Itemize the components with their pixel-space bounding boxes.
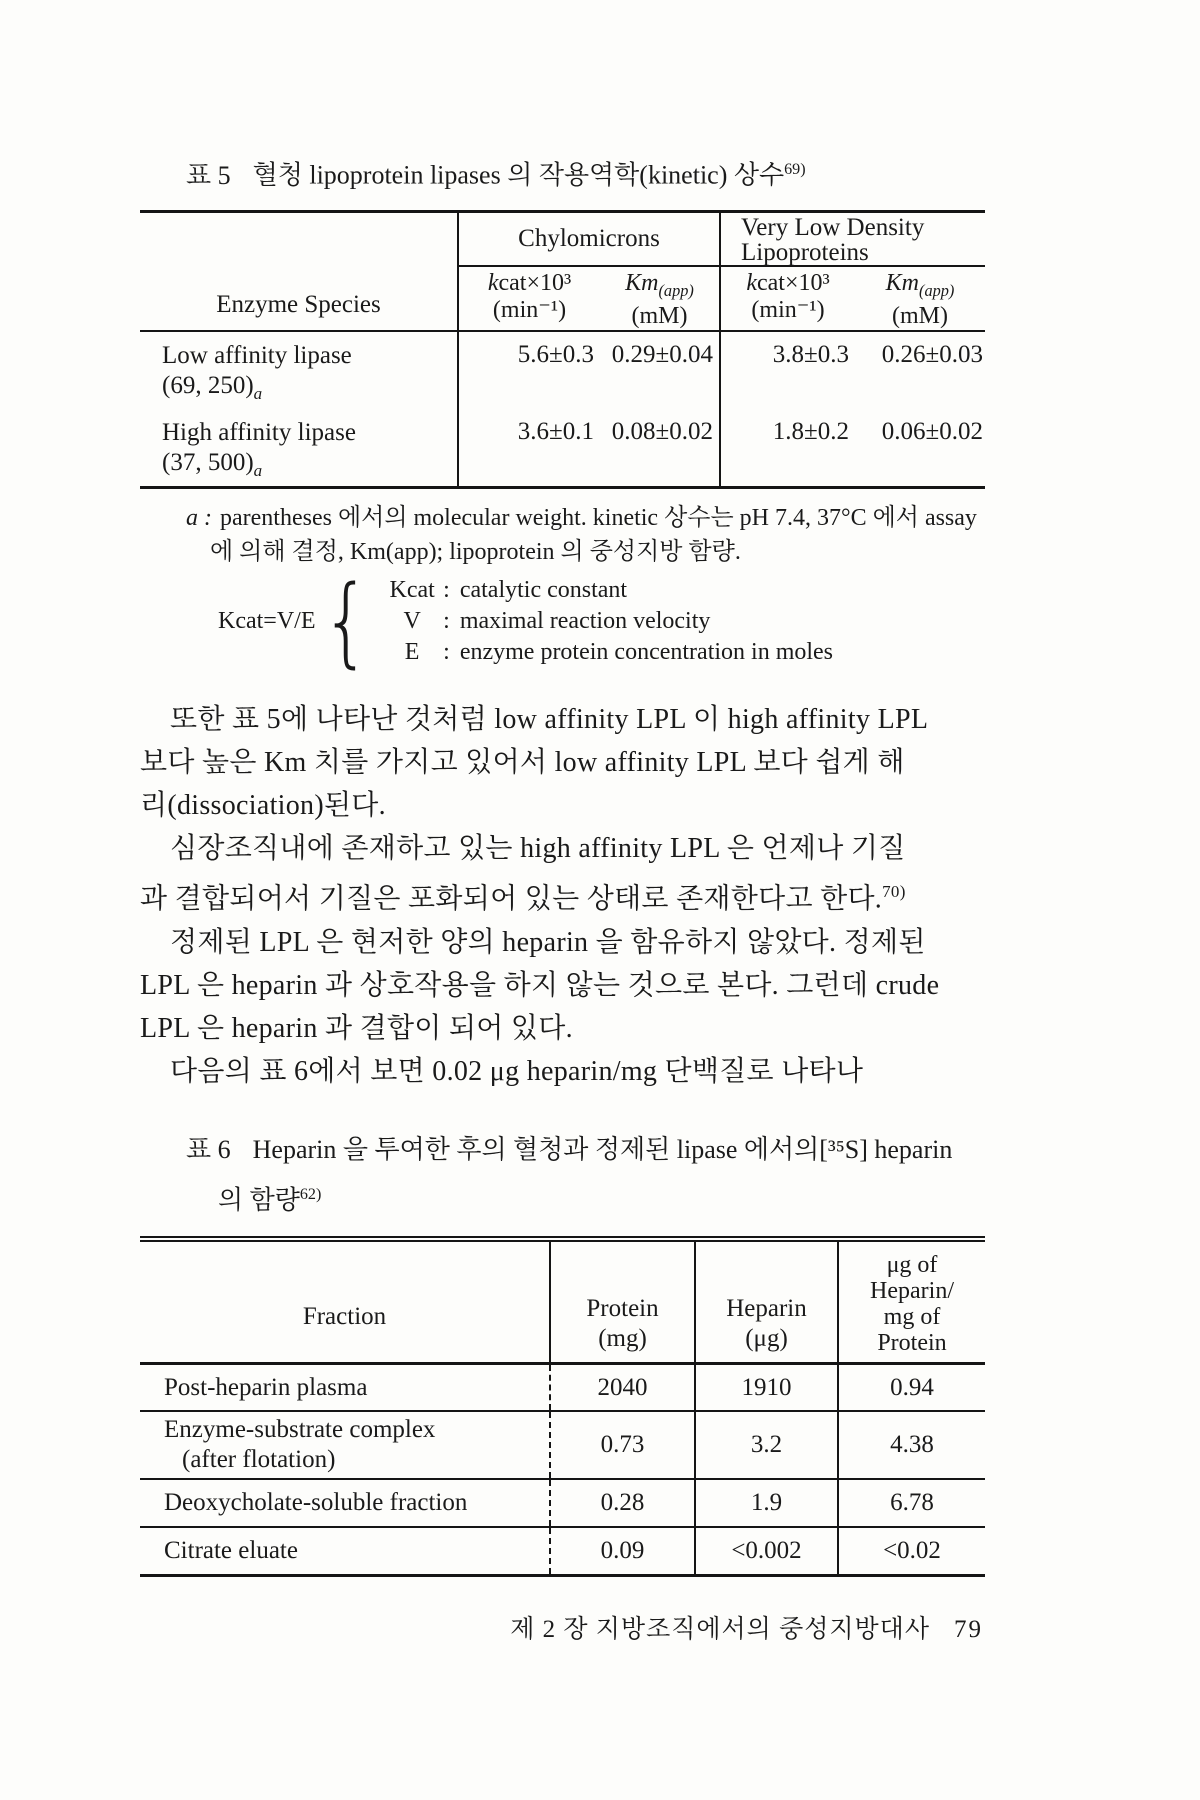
equation-colon: : <box>443 577 450 604</box>
body-text <box>140 698 985 1092</box>
footnote-line <box>186 501 985 535</box>
table5-header-enzyme-species: Enzyme Species <box>140 266 458 332</box>
footnote-text: parentheses 에서의 molecular weight. kinetic 상수는 pH 7.4, 37°C 에서 assay <box>220 505 977 532</box>
km-unit: (mM) <box>892 303 949 330</box>
enzyme-name: Low affinity lipase <box>162 342 352 370</box>
body-paragraph-line: LPL 은 heparin 과 상호작용을 하지 않는 것으로 본다. 그런데 crude <box>140 969 940 1001</box>
table5-caption <box>140 152 985 194</box>
cell-ratio: 6.78 <box>838 1479 985 1527</box>
equation-definition: enzyme protein concentration in moles <box>459 639 834 666</box>
body-paragraph-line: 리(dissociation)된다. <box>140 790 386 822</box>
equation-def-line <box>383 606 833 637</box>
cell-chylo-kcat: 3.6±0.1 <box>458 409 600 488</box>
cell-enzyme-name <box>140 409 458 488</box>
kcat-unit: (min⁻¹) <box>492 296 567 323</box>
table6-header-fraction: Fraction <box>140 1239 550 1363</box>
cell-ratio: <0.02 <box>838 1527 985 1575</box>
cell-ratio: 0.94 <box>838 1363 985 1411</box>
reference-number: 70) <box>882 882 906 902</box>
equation-def-line <box>383 637 833 668</box>
table5-caption-label: 표 5 <box>186 160 231 190</box>
table5-kinetic-constants <box>140 210 985 490</box>
table6-row-enzyme-substrate-complex <box>140 1411 985 1479</box>
page-footer <box>140 1609 985 1645</box>
cell-fraction: Post-heparin plasma <box>140 1363 550 1411</box>
cell-enzyme-name <box>140 331 458 409</box>
page-content <box>140 0 985 1645</box>
table6-caption <box>140 1127 985 1223</box>
cell-protein: 2040 <box>550 1363 695 1411</box>
equation-def-line <box>383 575 833 606</box>
cell-chylo-kcat: 5.6±0.3 <box>458 331 600 409</box>
equation-definitions <box>383 575 833 668</box>
equation-term: Kcat <box>389 577 435 604</box>
kcat-label: kcat×10³ <box>746 269 830 296</box>
cell-vldl-km: 0.26±0.03 <box>881 341 984 369</box>
km-unit: (mM) <box>631 303 688 330</box>
cell-fraction: Deoxycholate-soluble fraction <box>140 1479 550 1527</box>
table5-empty-corner <box>140 211 458 266</box>
footnote-line: 에 의해 결정, Km(app); lipoprotein 의 중성지방 함량. <box>210 539 741 566</box>
table5-subheader-row <box>140 266 985 332</box>
km-label: $Km_{(app)}$ <box>625 269 694 300</box>
table5-caption-text: 혈청 lipoprotein lipases 의 작용역학(kinetic) 상수 <box>252 160 785 190</box>
cell-heparin: 1910 <box>695 1363 838 1411</box>
table5-subheader-kcat-chylo <box>458 266 600 332</box>
table6-caption-line1 <box>186 1127 985 1172</box>
body-paragraph-line: 보다 높은 Km 치를 가지고 있어서 low affinity LPL 보다 쉽게 해 <box>140 747 905 779</box>
body-paragraph-line: 정제된 LPL 은 현저한 양의 heparin 을 함유하지 않았다. 정제된 <box>170 926 926 958</box>
page-number: 79 <box>954 1615 983 1643</box>
kcat-label: kcat×10³ <box>487 269 572 296</box>
table5-group-vldl-line1: Very Low Density <box>741 213 925 241</box>
cell-chylo-km: 0.29±0.04 <box>611 341 714 369</box>
table5-caption-ref: 69) <box>784 161 806 178</box>
table5-footnote <box>140 501 985 569</box>
cell-chylo-km: 0.08±0.02 <box>611 418 714 446</box>
kcat-equation <box>140 565 985 679</box>
equation-definition: catalytic constant <box>459 577 628 604</box>
cell-heparin: 1.9 <box>695 1479 838 1527</box>
body-paragraph-line: LPL 은 heparin 과 결합이 되어 있다. <box>140 1012 573 1044</box>
cell-ratio: 4.38 <box>838 1411 985 1479</box>
body-paragraph-line: 다음의 표 6에서 보면 0.02 μg heparin/mg 단백질로 나타나 <box>170 1055 864 1087</box>
cell-protein: 0.73 <box>550 1411 695 1479</box>
cell-protein: 0.28 <box>550 1479 695 1527</box>
table6-caption-line2 <box>186 1172 985 1223</box>
cell-vldl-kcat: 1.8±0.2 <box>720 409 855 488</box>
table5-subheader-kcat-vldl <box>720 266 855 332</box>
table6-header-heparin: Heparin (μg) <box>695 1239 838 1363</box>
chapter-title: 제 2 장 지방조직에서의 중성지방대사 <box>510 1615 930 1643</box>
cell-vldl-km: 0.06±0.02 <box>881 418 984 446</box>
table5-group-vldl <box>720 211 985 266</box>
table5-row-high-affinity <box>140 409 985 488</box>
table5-group-vldl-line2: Lipoproteins <box>741 238 869 266</box>
table5-subheader-km-chylo <box>600 266 720 332</box>
equation-term: V <box>403 608 421 635</box>
table5-row-low-affinity <box>140 331 985 409</box>
equation-term: E <box>404 639 420 666</box>
footnote-marker: a : <box>186 505 212 532</box>
cell-vldl-kcat: 3.8±0.3 <box>720 331 855 409</box>
enzyme-mw: (37, $500)_a$ <box>162 449 263 481</box>
table6-caption-text: 의 함량 <box>218 1185 300 1215</box>
body-paragraph-line: 심장조직내에 존재하고 있는 high affinity LPL 은 언제나 기질 <box>170 833 906 865</box>
cell-heparin: 3.2 <box>695 1411 838 1479</box>
equation-lhs: Kcat=V/E <box>218 608 316 635</box>
cell-fraction: Enzyme-substrate complex (after flotation) <box>140 1411 550 1479</box>
table5-subheader-km-vldl <box>855 266 985 332</box>
kcat-unit: (min⁻¹) <box>751 296 825 323</box>
table5-group-chylomicrons: Chylomicrons <box>458 211 720 266</box>
equation-definition: maximal reaction velocity <box>459 608 711 635</box>
table6-header-ratio: μg of Heparin/ mg of Protein <box>838 1239 985 1363</box>
table5-group-header-row <box>140 211 985 266</box>
cell-fraction: Citrate eluate <box>164 1537 298 1565</box>
table6-caption-ref: 62) <box>299 1185 322 1203</box>
cell-heparin: <0.002 <box>695 1527 838 1575</box>
table6-row-post-heparin-plasma <box>140 1363 985 1411</box>
brace-glyph: { <box>321 565 372 679</box>
body-paragraph-line: 과 결합되어서 기질은 포화되어 있는 상태로 존재한다고 한다.$^{70)}$ <box>140 882 906 915</box>
table6-caption-label: 표 6 <box>186 1134 231 1164</box>
km-label: $Km_{(app)}$ <box>885 269 955 300</box>
table6-caption-text: Heparin 을 투여한 후의 혈청과 정제된 lipase 에서의[³⁵S] heparin <box>252 1134 953 1164</box>
cell-protein: 0.09 <box>550 1527 695 1575</box>
enzyme-mw: (69, $250)_a$ <box>162 372 263 404</box>
table6-heparin-content <box>140 1236 985 1577</box>
equation-colon: : <box>443 639 450 666</box>
table6-row-deoxycholate-soluble <box>140 1479 985 1527</box>
table6-header-row <box>140 1239 985 1363</box>
table6-row-citrate-eluate <box>140 1527 985 1575</box>
table6-header-protein: Protein (mg) <box>550 1239 695 1363</box>
body-paragraph-line: 또한 표 5에 나타난 것처럼 low affinity LPL 이 high affinity LPL <box>170 704 929 736</box>
enzyme-name: High affinity lipase <box>162 419 356 447</box>
equation-colon: : <box>443 608 450 635</box>
